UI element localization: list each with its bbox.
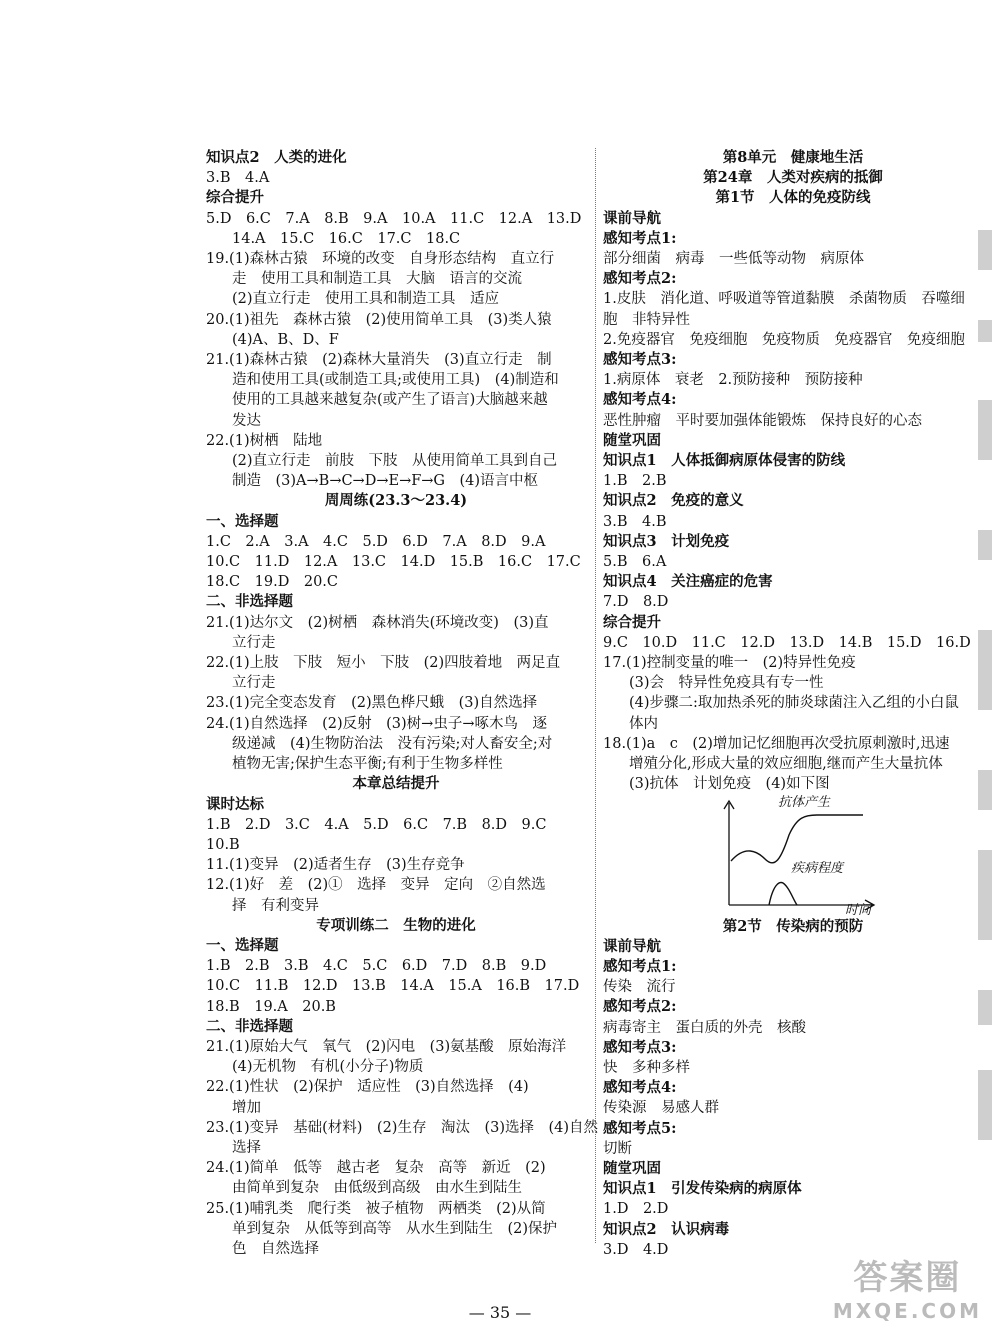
answer-line: 14.A 15.C 16.C 17.C 18.C <box>232 230 461 247</box>
answer-line: 24.(1)自然选择 (2)反射 (3)树→虫子→啄木鸟 逐 <box>206 715 547 732</box>
watermark-title: 答案圈 <box>853 1258 962 1298</box>
answer-line: 1.病原体 衰老 2.预防接种 预防接种 <box>603 372 863 389</box>
answer-line: 10.C 11.B 12.D 13.B 14.A 15.A 16.B 17.D <box>206 978 580 995</box>
answer-line: 知识点1 人体抵御病原体侵害的防线 <box>603 452 846 470</box>
answer-line: 课时达标 <box>206 795 264 813</box>
answer-line: 第24章 人类对疾病的抵御 <box>703 169 883 187</box>
answer-line: 传染源 易感人群 <box>603 1100 719 1117</box>
answer-line: 知识点1 引发传染病的病原体 <box>603 1180 802 1198</box>
answer-line: 3.B 4.B <box>603 513 667 530</box>
answer-line: 11.(1)变异 (2)适者生存 (3)生存竞争 <box>206 857 465 874</box>
answer-line: 胞 非特异性 <box>603 311 690 328</box>
answer-line: 22.(1)性状 (2)保护 适应性 (3)自然选择 (4) <box>206 1079 529 1096</box>
answer-line: 感知考点4: <box>603 391 677 409</box>
answer-line: 10.C 11.D 12.A 13.C 14.D 15.B 16.C 17.C <box>206 554 581 571</box>
answer-line: 使用的工具越来越复杂(或产生了语言)大脑越来越 <box>232 392 548 409</box>
answer-line: 快 多种多样 <box>603 1059 690 1076</box>
answer-line: 21.(1)森林古猿 (2)森林大量消失 (3)直立行走 制 <box>206 352 552 369</box>
answer-line: 22.(1)上肢 下肢 短小 下肢 (2)四肢着地 两足直 <box>206 655 561 672</box>
watermark-url: MXQE.COM <box>832 1299 982 1323</box>
answer-line: 23.(1)变异 基础(材料) (2)生存 淘汰 (3)选择 (4)自然 <box>206 1119 599 1136</box>
answer-line: 1.C 2.A 3.A 4.C 5.D 6.D 7.A 8.D 9.A <box>206 533 546 550</box>
answer-line: 20.(1)祖先 森林古猿 (2)使用简单工具 (3)类人猿 <box>206 311 552 328</box>
answer-line: 18.B 19.A 20.B <box>206 998 336 1015</box>
answer-line: 23.(1)完全变态发育 (2)黑色桦尺蛾 (3)自然选择 <box>206 695 538 712</box>
answer-line: 1.D 2.D <box>603 1201 669 1218</box>
answer-line: 走 使用工具和制造工具 大脑 语言的交流 <box>232 271 522 288</box>
answer-line: 综合提升 <box>603 613 661 631</box>
answer-line: 课前导航 <box>603 937 661 955</box>
answer-line: 21.(1)达尔文 (2)树栖 森林消失(环境改变) (3)直 <box>206 614 549 631</box>
watermark-logo <box>833 1250 982 1323</box>
answer-line: 2.免疫器官 免疫细胞 免疫物质 免疫器官 免疫细胞 <box>603 331 965 348</box>
answer-line: 单到复杂 从低等到高等 从水生到陆生 (2)保护 <box>232 1220 558 1237</box>
answer-line: 知识点2 认识病毒 <box>603 1220 730 1238</box>
answer-line: 1.B 2.B 3.B 4.C 5.C 6.D 7.D 8.B 9.D <box>206 958 547 975</box>
answer-line: 1.皮肤 消化道、呼吸道等管道黏膜 杀菌物质 吞噬细 <box>603 291 965 308</box>
right-column-bottom <box>603 917 983 1260</box>
answer-line: 12.(1)好 差 (2)① 选择 变异 定向 ②自然选 <box>206 877 546 894</box>
answer-line: 色 自然选择 <box>232 1240 319 1257</box>
answer-line: 体内 <box>629 715 658 732</box>
answer-line: 感知考点4: <box>603 1079 677 1097</box>
answer-line: 1.B 2.B <box>603 473 667 490</box>
answer-line: 24.(1)简单 低等 越古老 复杂 高等 新近 (2) <box>206 1160 546 1177</box>
answer-line: 感知考点3: <box>603 1038 677 1056</box>
answer-line: 综合提升 <box>206 189 264 207</box>
answer-line: 3.B 4.A <box>206 170 270 187</box>
answer-line: 3.D 4.D <box>603 1241 669 1258</box>
column-divider <box>595 148 596 1243</box>
right-column <box>603 148 983 1260</box>
answer-line: 9.C 10.D 11.C 12.D 13.D 14.B 15.D 16.D <box>603 634 971 651</box>
answer-line: 第8单元 健康地生活 <box>722 149 864 166</box>
answer-line: 二、非选择题 <box>206 593 293 611</box>
answer-line: 18.C 19.D 20.C <box>206 574 338 591</box>
answer-line: 传染 流行 <box>603 979 676 996</box>
answer-line: 感知考点1: <box>603 229 677 247</box>
answer-line: 周周练(23.3～23.4) <box>324 492 468 510</box>
answer-line: 感知考点1: <box>603 957 677 975</box>
answer-line: 增殖分化,形成大量的效应细胞,继而产生大量抗体 <box>629 756 943 773</box>
answer-line: 植物无害;保护生态平衡;有利于生物多样性 <box>232 756 503 773</box>
answer-line: 由简单到复杂 由低级到高级 由水生到陆生 <box>232 1180 522 1197</box>
answer-line: 7.D 8.D <box>603 594 669 611</box>
answer-line: 第2节 传染病的预防 <box>722 917 864 935</box>
answer-line: 病毒寄主 蛋白质的外壳 核酸 <box>603 1019 806 1036</box>
answer-line: 感知考点3: <box>603 351 677 369</box>
answer-line: 知识点2 免疫的意义 <box>603 492 744 510</box>
answer-line: 25.(1)哺乳类 爬行类 被子植物 两栖类 (2)从简 <box>206 1200 546 1217</box>
answer-line: 切断 <box>603 1140 632 1157</box>
answer-line: 发达 <box>232 412 261 429</box>
answer-line: 第1节 人体的免疫防线 <box>715 189 871 207</box>
antibody-curve <box>731 815 863 863</box>
answer-line: (3)抗体 计划免疫 (4)如下图 <box>629 776 830 793</box>
answer-line: (3)会 特异性免疫具有专一性 <box>629 675 824 692</box>
answer-line: (4)A、B、D、F <box>232 331 339 348</box>
answer-line: 一、选择题 <box>206 512 279 530</box>
answer-line: 22.(1)树栖 陆地 <box>206 432 323 449</box>
answer-line: (2)直立行走 前肢 下肢 从使用简单工具到自己 <box>232 453 558 470</box>
answer-line: 课前导航 <box>603 209 661 227</box>
answer-line: (4)步骤二:取加热杀死的肺炎球菌注入乙组的小白鼠 <box>629 695 959 712</box>
answer-line: 5.B 6.A <box>603 554 667 571</box>
answer-line: 随堂巩固 <box>603 1159 661 1177</box>
answer-line: (4)无机物 有机(小分子)物质 <box>232 1059 424 1076</box>
answer-line: 恶性肿瘤 平时要加强体能锻炼 保持良好的心态 <box>603 412 922 429</box>
answer-line: 19.(1)森林古猿 环境的改变 自身形态结构 直立行 <box>206 251 555 268</box>
answer-line: 选择 <box>232 1139 261 1156</box>
answer-line: 专项训练二 生物的进化 <box>316 916 476 934</box>
answer-line: 10.B <box>206 836 240 853</box>
answer-line: 择 有利变异 <box>232 897 319 914</box>
page-number: — 35 — <box>468 1303 532 1322</box>
left-column <box>206 148 599 1259</box>
answer-line: 制造 (3)A→B→C→D→E→F→G (4)语言中枢 <box>232 473 539 490</box>
scan-edge-marks <box>970 230 996 1180</box>
answer-line: 感知考点2: <box>603 998 677 1016</box>
answer-line: 知识点3 计划免疫 <box>603 532 730 550</box>
answer-line: 立行走 <box>232 675 276 692</box>
answer-line: 感知考点5: <box>603 1119 677 1137</box>
antibody-graph <box>693 795 893 917</box>
answer-line: 5.D 6.C 7.A 8.B 9.A 10.A 11.C 12.A 13.D <box>206 210 582 227</box>
antibody-label: 抗体产生 <box>778 794 831 810</box>
answer-line: 增加 <box>232 1099 261 1116</box>
time-label: 时间 <box>845 902 872 918</box>
answer-line: 随堂巩固 <box>603 431 661 449</box>
disease-curve <box>769 882 797 904</box>
answer-line: 17.(1)控制变量的唯一 (2)特异性免疫 <box>603 655 856 672</box>
answer-line: 本章总结提升 <box>352 775 440 793</box>
answer-line: 知识点2 人类的进化 <box>206 149 347 166</box>
answer-line: 一、选择题 <box>206 936 279 954</box>
answer-line: 二、非选择题 <box>206 1017 293 1035</box>
answer-line: 部分细菌 病毒 一些低等动物 病原体 <box>603 251 864 268</box>
answer-line: 18.(1)a c (2)增加记忆细胞再次受抗原刺激时,迅速 <box>603 735 950 752</box>
answer-line: 感知考点2: <box>603 270 677 288</box>
right-column-top <box>603 148 983 795</box>
answer-line: 立行走 <box>232 634 276 651</box>
answer-line: (2)直立行走 使用工具和制造工具 适应 <box>232 291 500 308</box>
answer-line: 造和使用工具(或制造工具;或使用工具) (4)制造和 <box>232 372 559 389</box>
answer-line: 21.(1)原始大气 氧气 (2)闪电 (3)氨基酸 原始海洋 <box>206 1038 567 1055</box>
answer-line: 级递减 (4)生物防治法 没有污染;对人畜安全;对 <box>232 735 553 752</box>
disease-label: 疾病程度 <box>791 860 844 876</box>
answer-line: 知识点4 关注癌症的危害 <box>603 573 773 591</box>
graph-svg <box>693 795 893 917</box>
answer-line: 1.B 2.D 3.C 4.A 5.D 6.C 7.B 8.D 9.C <box>206 816 547 833</box>
